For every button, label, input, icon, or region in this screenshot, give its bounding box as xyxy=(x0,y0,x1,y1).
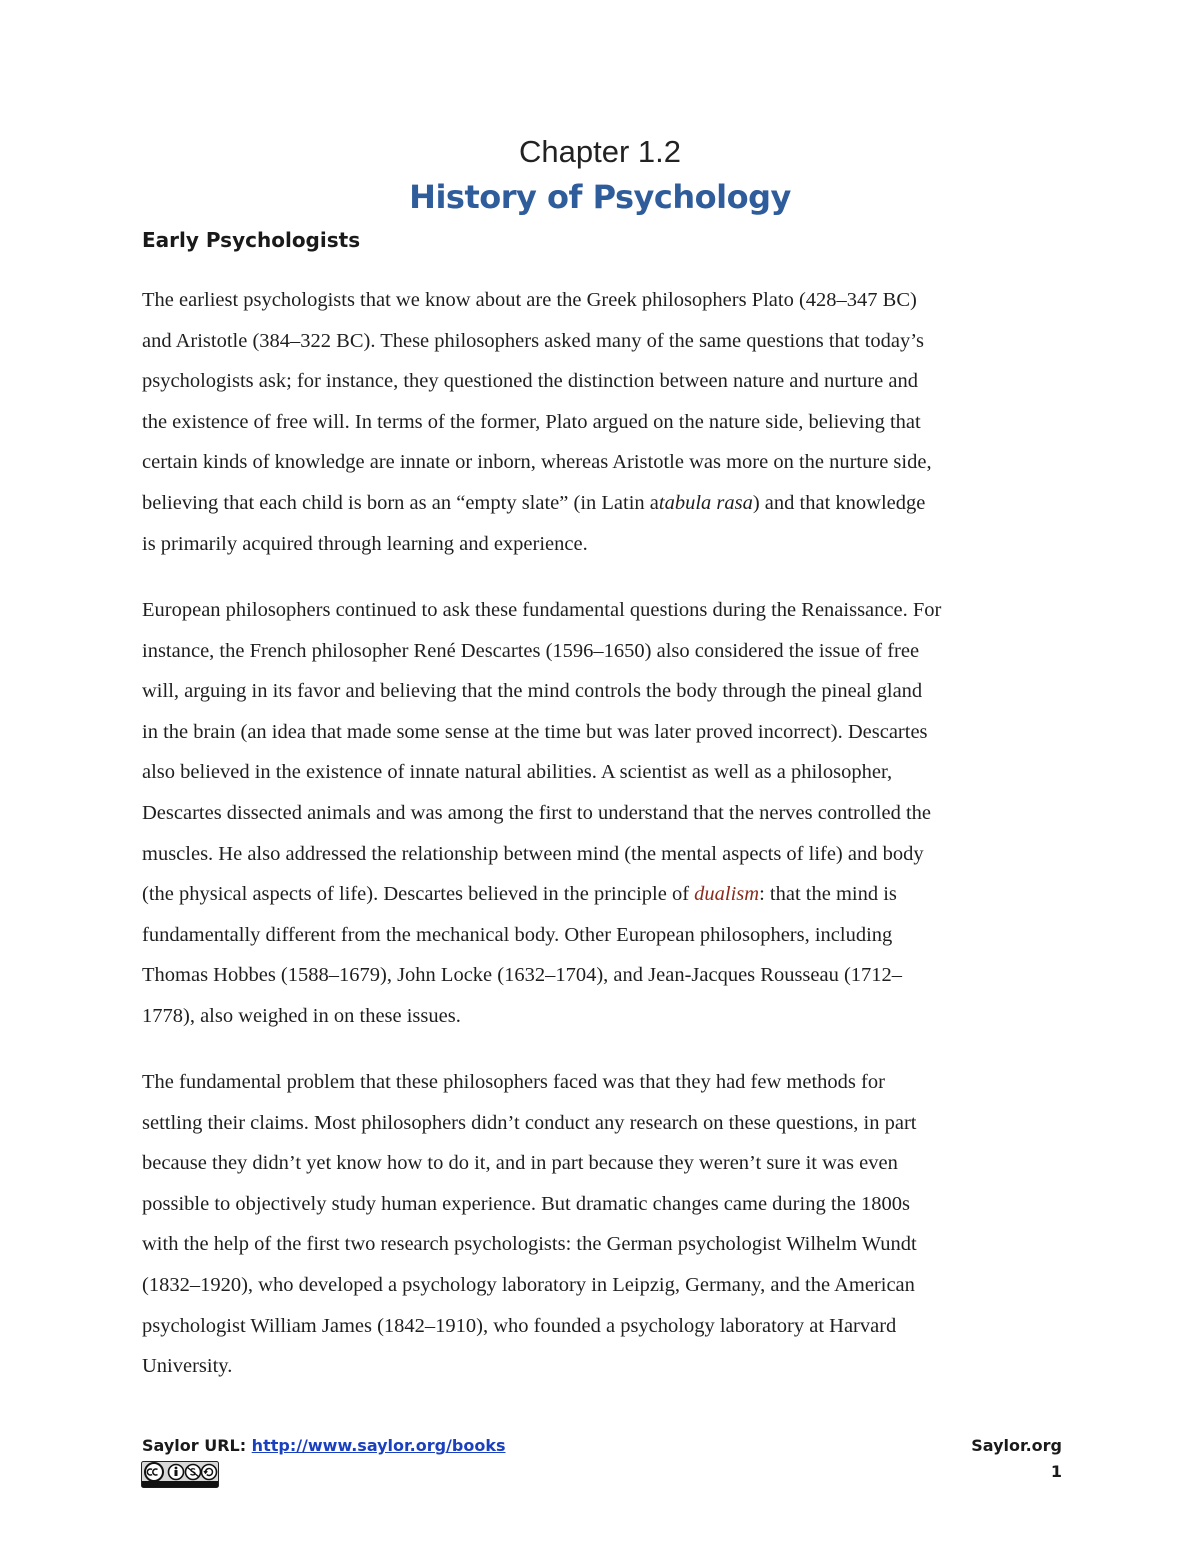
text-line: muscles. He also addressed the relationship between mind (the mental aspects of life) and body xyxy=(142,842,924,865)
text-line: because they didn’t yet know how to do it, and in part because they weren’t sure it was even xyxy=(142,1152,898,1175)
paragraph-3 xyxy=(142,1062,1072,1387)
text-line: The earliest psychologists that we know about are the Greek philosophers Plato (428–347 BC) xyxy=(142,289,917,311)
text-line: and Aristotle (384–322 BC). These philosophers asked many of the same questions that today’s xyxy=(142,329,924,352)
text-line: instance, the French philosopher René Descartes (1596–1650) also considered the issue of free xyxy=(142,639,920,662)
text-line: possible to objectively study human experience. But dramatic changes came during the 1800s xyxy=(142,1192,910,1215)
page-title: History of Psychology xyxy=(409,178,791,216)
text-line: in the brain (an idea that made some sense at the time but was later proved incorrect). Descartes xyxy=(142,720,928,743)
footer-org: Saylor.org xyxy=(971,1436,1062,1455)
text-line: settling their claims. Most philosophers didn’t conduct any research on these questions, in part xyxy=(142,1111,917,1134)
text-line: The fundamental problem that these philosophers faced was that they had few methods for xyxy=(142,1071,885,1093)
footer-source xyxy=(142,1436,506,1455)
cc-by-nc-sa-icon xyxy=(141,1461,219,1488)
text-line: fundamentally different from the mechanical body. Other European philosophers, including xyxy=(142,923,893,946)
text-line: European philosophers continued to ask these fundamental questions during the Renaissance. For xyxy=(142,599,942,621)
paragraph-2 xyxy=(142,590,1072,1037)
text-line: (1832–1920), who developed a psychology laboratory in Leipzig, Germany, and the American xyxy=(142,1273,915,1296)
page-number: 1 xyxy=(1050,1462,1062,1481)
text-line: is primarily acquired through learning and experience. xyxy=(142,532,588,555)
text-line: certain kinds of knowledge are innate or inborn, whereas Aristotle was more on the nurture side, xyxy=(142,451,932,474)
text-line: with the help of the first two research psychologists: the German psychologist Wilhelm Wundt xyxy=(142,1233,917,1256)
text-line: also believed in the existence of innate natural abilities. A scientist as well as a philosopher, xyxy=(142,761,893,784)
text-line: psychologists ask; for instance, they questioned the distinction between nature and nurture and xyxy=(142,370,918,393)
italic-term: tabula rasa xyxy=(658,491,753,514)
section-heading: Early Psychologists xyxy=(142,228,361,252)
text-line: psychologist William James (1842–1910), who founded a psychology laboratory at Harvard xyxy=(142,1314,897,1337)
text-line: will, arguing in its favor and believing that the mind controls the body through the pineal gland xyxy=(142,680,923,703)
text-line: Thomas Hobbes (1588–1679), John Locke (1632–1704), and Jean-Jacques Rousseau (1712– xyxy=(142,964,903,987)
footer-url-link[interactable]: http://www.saylor.org/books xyxy=(251,1436,506,1455)
text-line: 1778), also weighed in on these issues. xyxy=(142,1004,461,1027)
text-line: Descartes dissected animals and was among the first to understand that the nerves controlled the xyxy=(142,801,932,824)
text-line: believing that each child is born as an “empty slate” (in Latin atabula rasa) and that knowledge xyxy=(142,491,926,514)
text-line: the existence of free will. In terms of the former, Plato argued on the nature side, believing that xyxy=(142,410,921,433)
text-line: University. xyxy=(142,1355,233,1378)
italic-term: dualism xyxy=(694,883,760,906)
paragraph-1 xyxy=(142,280,1072,564)
footer-url-label: Saylor URL: xyxy=(142,1436,252,1455)
chapter-label: Chapter 1.2 xyxy=(519,134,681,169)
text-line: (the physical aspects of life). Descartes believed in the principle of dualism: that the mind is xyxy=(142,883,897,906)
